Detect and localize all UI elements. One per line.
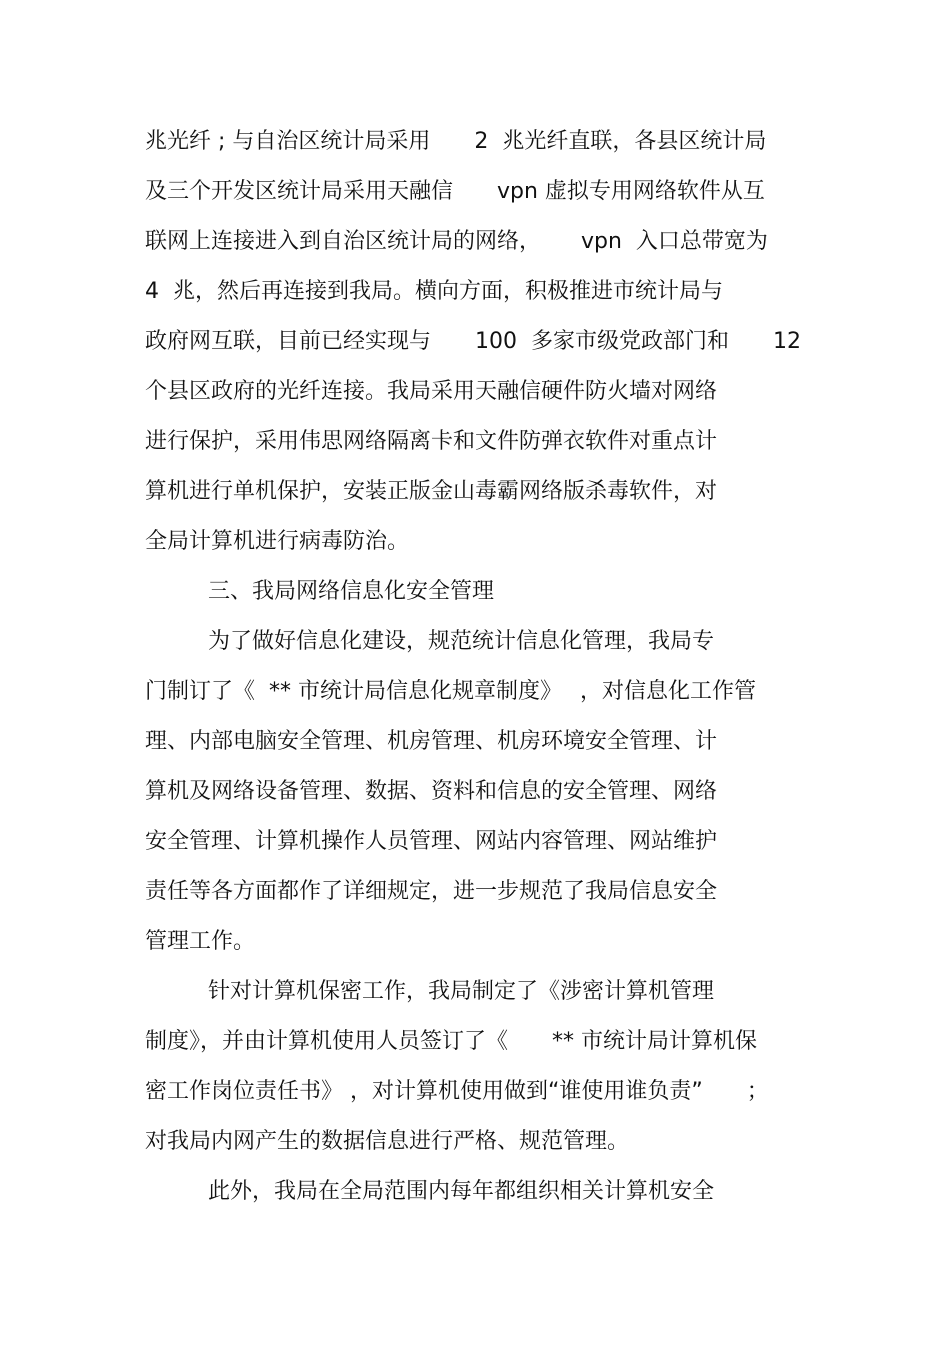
text-line: 兆光纤 ; 与自治区统计局采用 2 兆光纤直联，各县区统计局 xyxy=(145,129,767,154)
text-line: 责任等各方面都作了详细规定，进一步规范了我局信息安全 xyxy=(145,879,718,904)
section-heading: 三、我局网络信息化安全管理 xyxy=(208,579,495,604)
text-line: 密工作岗位责任书》 ，对计算机使用做到“谁使用谁负责” ； xyxy=(145,1079,769,1104)
text-line: 算机及网络设备管理、数据、资料和信息的安全管理、网络 xyxy=(145,779,718,804)
text-line: 制度》，并由计算机使用人员签订了《 ** 市统计局计算机保 xyxy=(145,1029,757,1054)
text-line: 4 兆，然后再连接到我局。横向方面，积极推进市统计局与 xyxy=(145,279,723,304)
text-line: 进行保护，采用伟思网络隔离卡和文件防弹衣软件对重点计 xyxy=(145,429,718,454)
text-line: 安全管理、计算机操作人员管理、网站内容管理、网站维护 xyxy=(145,829,718,854)
text-line: 管理工作。 xyxy=(145,929,256,954)
text-line: 算机进行单机保护，安装正版金山毒霸网络版杀毒软件，对 xyxy=(145,479,718,504)
text-line: 个县区政府的光纤连接。我局采用天融信硬件防火墙对网络 xyxy=(145,379,718,404)
text-line: 针对计算机保密工作，我局制定了《涉密计算机管理 xyxy=(208,979,715,1004)
text-line: 理、内部电脑安全管理、机房管理、机房环境安全管理、计 xyxy=(145,729,718,754)
text-line: 及三个开发区统计局采用天融信 vpn 虚拟专用网络软件从互 xyxy=(145,179,765,204)
text-line: 此外，我局在全局范围内每年都组织相关计算机安全 xyxy=(208,1179,715,1204)
text-line: 对我局内网产生的数据信息进行严格、规范管理。 xyxy=(145,1129,630,1154)
text-line: 门制订了《 ** 市统计局信息化规章制度》 ，对信息化工作管 xyxy=(145,679,756,704)
text-line: 为了做好信息化建设，规范统计信息化管理，我局专 xyxy=(208,629,715,654)
text-line: 全局计算机进行病毒防治。 xyxy=(145,529,410,554)
text-line: 政府网互联，目前已经实现与 100 多家市级党政部门和 12 xyxy=(145,329,801,354)
text-line: 联网上连接进入到自治区统计局的网络， vpn 入口总带宽为 xyxy=(145,229,768,254)
